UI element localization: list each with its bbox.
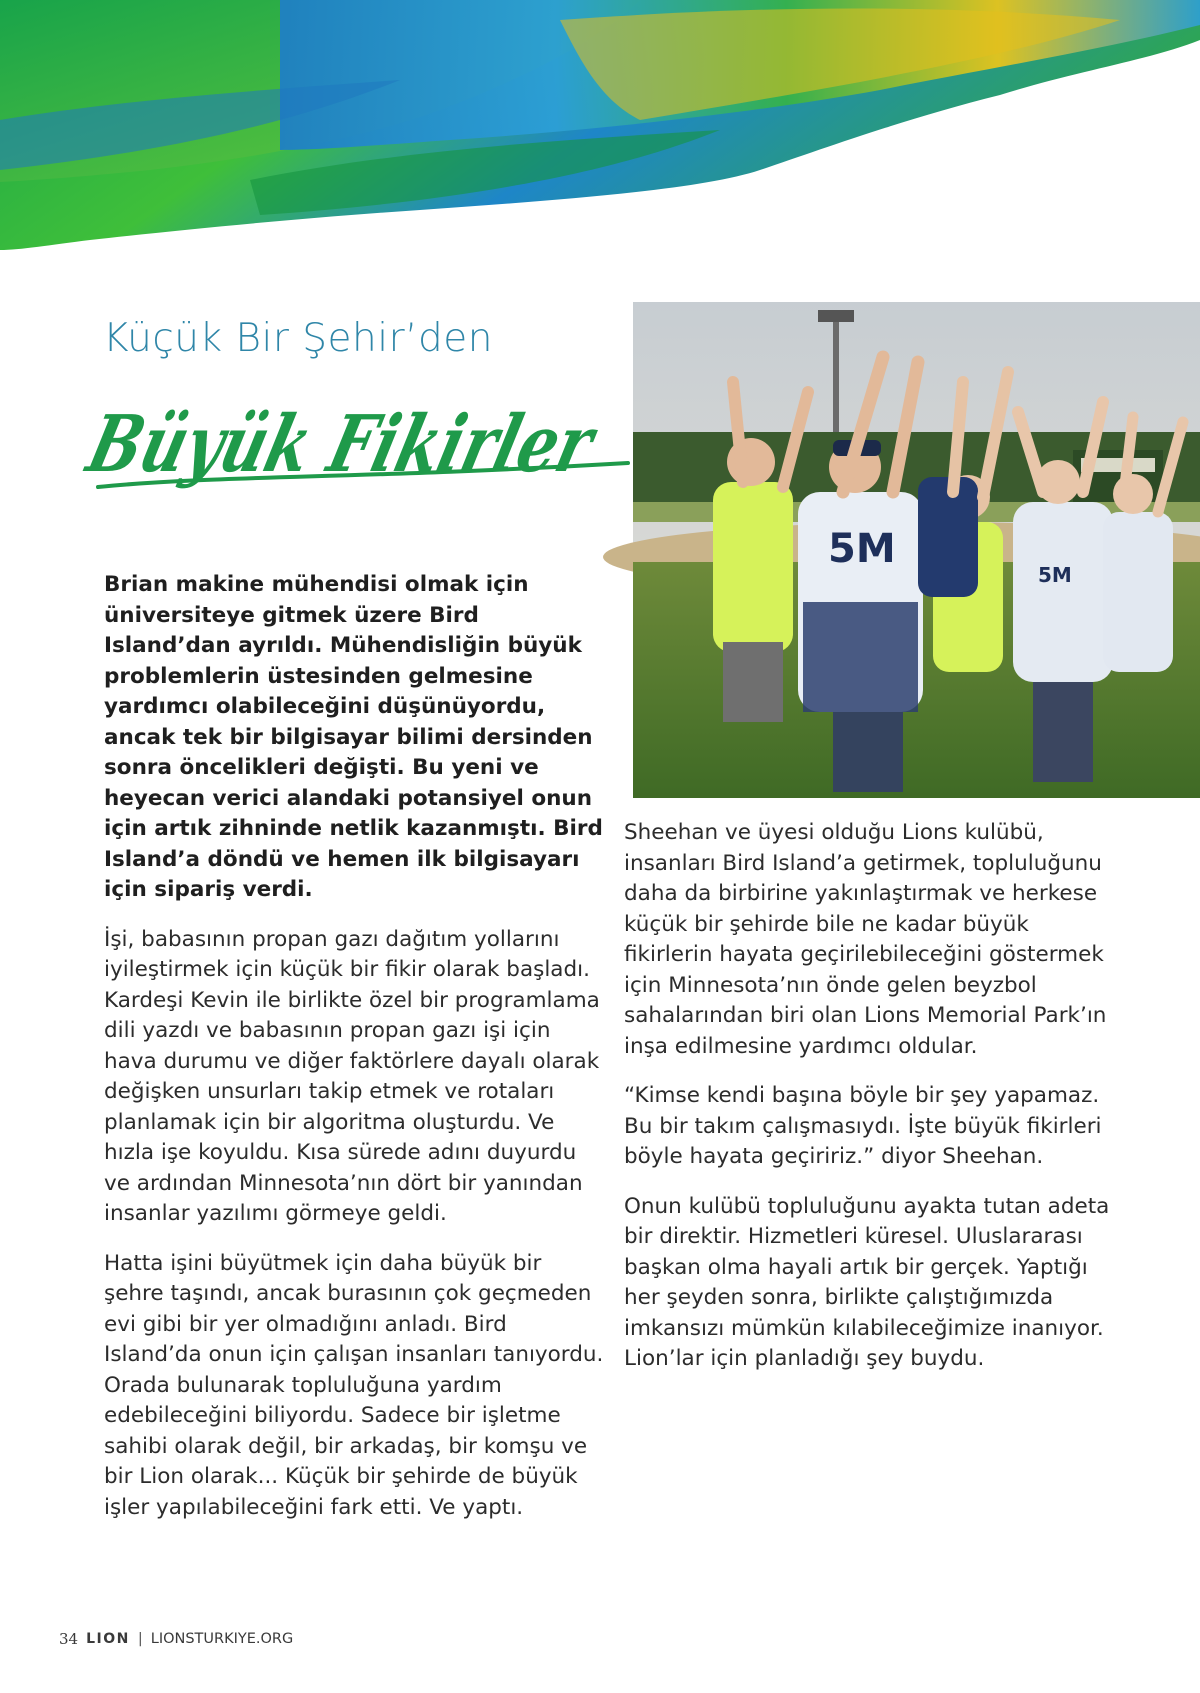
svg-text:5M: 5M	[1038, 563, 1072, 587]
right-column	[624, 818, 1124, 1394]
lead-paragraph: Brian makine mühendisi olmak için üniversiteye gitmek üzere Bird Island’dan ayrıldı. Mühendisliğin büyük problemlerin üstesinden gelmesine yardımcı olabileceğini düşünüyordu, ancak tek bir bilgisayar bilimi dersinden sonra öncelikleri değişti. Bu yeni ve heyecan verici alandaki potansiyel onun için artık zihninde netlik kazanmıştı. Bird Island’a döndü ve hemen ilk bilgisayarı için sipariş verdi.	[104, 572, 603, 902]
paint-brush-banner	[0, 0, 1200, 290]
body-paragraph: Hatta işini büyütmek için daha büyük bir şehre taşındı, ancak burasının çok geçmeden evi gibi bir yer olmadığını anladı. Bird Island’da onun için çalışan insanları tanıyordu. Orada bulunarak topluluğuna yardım edebileceğini biliyordu. Sadece bir işletme sahibi olarak değil, bir arkadaş, bir komşu ve bir Lion olarak... Küçük bir şehirde de büyük işler yapılabileceğini fark etti. Ve yaptı.	[104, 1250, 604, 1520]
script-title	[79, 375, 739, 515]
svg-text:5M: 5M	[828, 526, 896, 572]
footer-separator: |	[137, 1631, 143, 1647]
left-column	[104, 570, 604, 1542]
team-photo	[633, 302, 1200, 798]
body-paragraph: Sheehan ve üyesi olduğu Lions kulübü, insanları Bird Island’a getirmek, topluluğunu daha da birbirine yakınlaştırmak ve herkese küçük bir şehirde bile ne kadar büyük fikirlerin hayata geçirilebileceğini göstermek için Minnesota’nın önde gelen beyzbol sahalarından biri olan Lions Memorial Park’ın inşa edilmesine yardımcı oldular.	[624, 820, 1107, 1059]
page-number: 34	[59, 1630, 79, 1648]
page-footer	[59, 1630, 293, 1648]
magazine-brand: LION	[86, 1631, 130, 1647]
kicker-title: Küçük Bir Şehir’den	[103, 316, 493, 361]
script-title-text: Büyük Fikirler	[79, 398, 739, 490]
website-link[interactable]: LIONSTURKIYE.ORG	[150, 1631, 294, 1647]
body-paragraph: Onun kulübü topluluğunu ayakta tutan adeta bir direktir. Hizmetleri küresel. Uluslararası başkan olma hayali artık bir gerçek. Yaptığı her şeyden sonra, birlikte çalıştığımızda imkansızı mümkün kılabileceğimize inanıyor. Lion’lar için planladığı şey buydu.	[624, 1193, 1110, 1371]
quote-paragraph: “Kimse kendi başına böyle bir şey yapamaz. Bu bir takım çalışmasıydı. İşte büyük fikirleri böyle hayata geçiririz.” diyor Sheehan.	[624, 1083, 1102, 1169]
body-paragraph: İşi, babasının propan gazı dağıtım yollarını iyileştirmek için küçük bir fikir olarak başladı. Kardeşi Kevin ile birlikte özel bir programlama dili yazdı ve babasının propan gazı işi için hava durumu ve diğer faktörlere dayalı olarak değişken unsurları takip etmek ve rotaları planlamak için bir algoritma oluşturdu. Ve hızla işe koyuldu. Kısa sürede adını duyurdu ve ardından Minnesota’nın dört bir yanından insanlar yazılımı görmeye geldi.	[104, 926, 600, 1226]
